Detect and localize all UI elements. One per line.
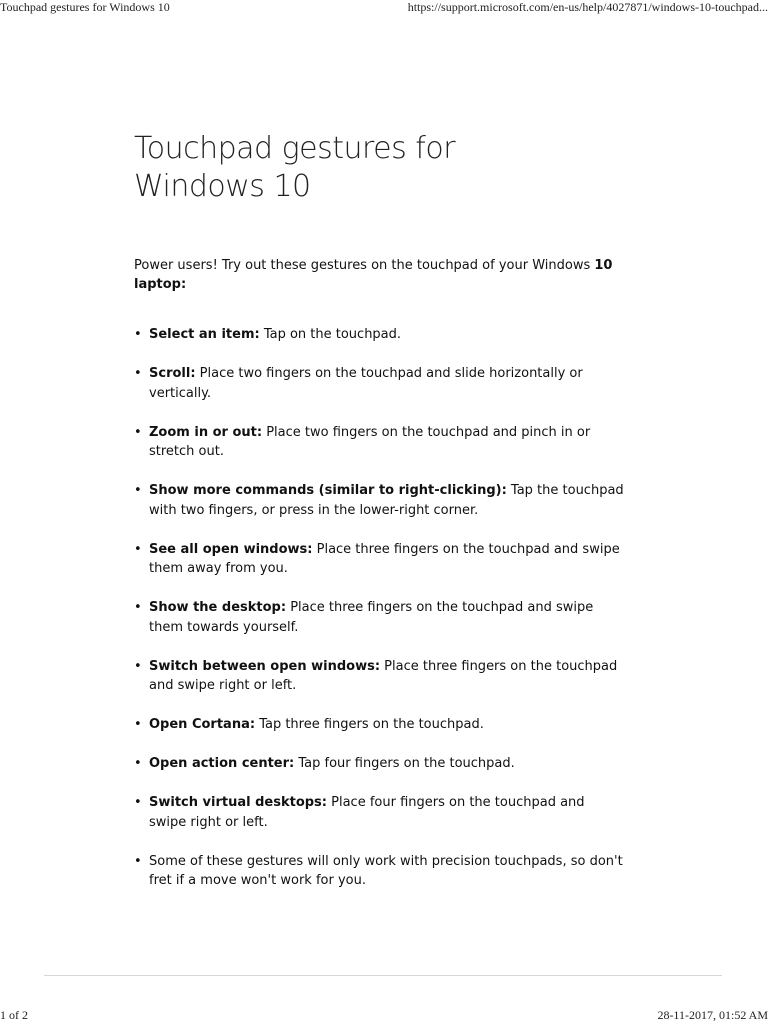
print-header-title: Touchpad gestures for Windows 10 — [0, 0, 170, 14]
list-item — [134, 598, 624, 637]
gesture-desc: Tap four fingers on the touchpad. — [294, 756, 515, 771]
page-title — [134, 130, 624, 206]
footer-divider — [44, 975, 722, 976]
gesture-term: Open Cortana: — [149, 717, 256, 732]
gesture-term: Select an item: — [149, 327, 260, 342]
gesture-term: Zoom in or out: — [149, 424, 263, 440]
list-item — [134, 423, 624, 462]
bullet-icon: • — [134, 658, 142, 674]
bullet-icon: • — [134, 756, 142, 771]
list-item — [134, 793, 624, 832]
gesture-desc: Tap three fingers on the touchpad. — [255, 717, 484, 732]
list-item — [134, 540, 624, 579]
list-item — [134, 852, 624, 891]
bullet-icon: • — [134, 541, 142, 557]
gesture-desc: Place two fingers on the touchpad and pinch in or stretch out. — [149, 424, 591, 459]
gesture-term: Switch between open windows: — [149, 658, 381, 674]
bullet-icon: • — [134, 366, 142, 381]
bullet-icon: • — [134, 853, 142, 869]
gesture-desc: Tap on the touchpad. — [259, 327, 402, 342]
gesture-term: Open action center: — [149, 756, 295, 771]
gesture-desc: Place three fingers on the touchpad and swipe right or left. — [149, 658, 618, 693]
intro-text: Power users! Try out these gestures on the touchpad of your Windows — [134, 258, 595, 273]
bullet-icon: • — [134, 600, 142, 615]
list-item — [134, 325, 624, 345]
list-item — [134, 481, 624, 520]
gesture-term: Show more commands (similar to right-clicking): — [149, 483, 507, 498]
print-footer-page: 1 of 2 — [0, 1008, 28, 1022]
gesture-term: Scroll: — [149, 366, 196, 381]
print-header-url[interactable]: https://support.microsoft.com/en-us/help/4027871/windows-10-touchpad... — [407, 0, 768, 14]
bullet-icon: • — [134, 483, 142, 498]
list-item — [134, 754, 624, 774]
page-title-line2: Windows 10 — [134, 169, 311, 204]
page-title-line1: Touchpad gestures for — [134, 131, 456, 166]
list-item — [134, 715, 624, 735]
gesture-list — [134, 325, 624, 891]
list-item — [134, 364, 624, 403]
intro-bold: 10 laptop: — [134, 258, 613, 292]
bullet-icon: • — [134, 795, 142, 810]
article-content — [134, 130, 624, 910]
print-footer-datetime: 28-11-2017, 01:52 AM — [657, 1008, 768, 1022]
gesture-desc: Place three fingers on the touchpad and swipe them away from you. — [149, 541, 620, 576]
gesture-desc: Tap the touchpad with two fingers, or press in the lower-right corner. — [149, 483, 624, 518]
gesture-term: See all open windows: — [149, 541, 313, 557]
gesture-desc: Place four fingers on the touchpad and swipe right or left. — [149, 795, 585, 830]
bullet-icon: • — [134, 717, 142, 732]
bullet-icon: • — [134, 327, 142, 342]
gesture-term: Show the desktop: — [149, 600, 287, 615]
intro-paragraph — [134, 256, 624, 294]
bullet-icon: • — [134, 424, 142, 440]
gesture-desc: Place three fingers on the touchpad and swipe them towards yourself. — [149, 600, 594, 635]
gesture-desc: Place two fingers on the touchpad and slide horizontally or vertically. — [149, 366, 583, 401]
list-item — [134, 657, 624, 696]
gesture-desc: Some of these gestures will only work with precision touchpads, so don't fret if a move won't work for you. — [149, 853, 623, 888]
gesture-term: Switch virtual desktops: — [149, 795, 327, 810]
